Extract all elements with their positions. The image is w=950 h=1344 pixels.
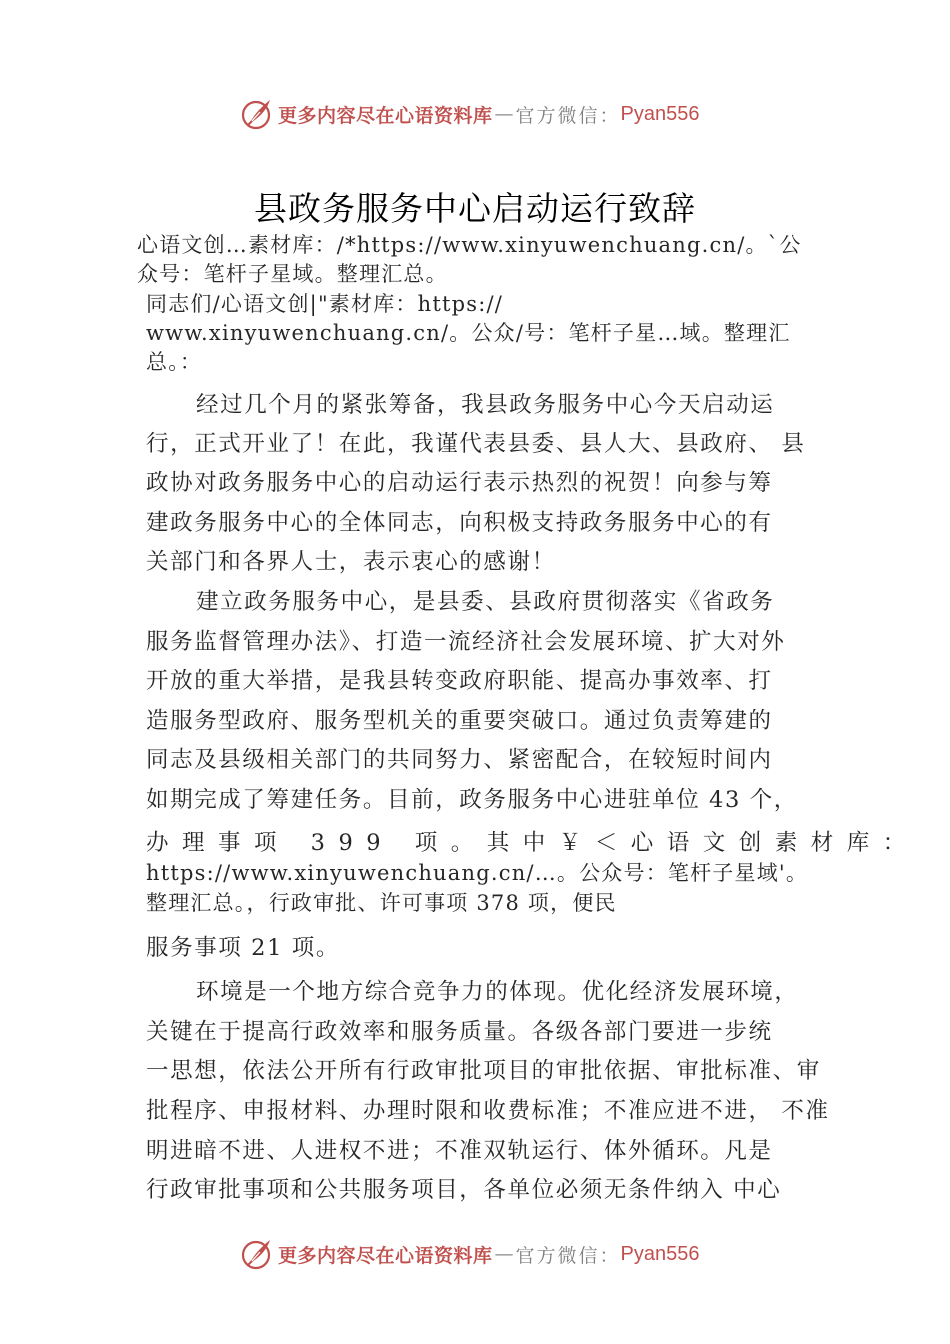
banner-main-text: 更多内容尽在心语资料库 — [278, 104, 493, 127]
banner-separator: — — [494, 1243, 514, 1265]
paragraph-3-line: 明进暗不进、人进权不进；不准双轨运行、体外循环。凡是 — [146, 1138, 773, 1164]
paragraph-2-line: 服务事项 21 项。 — [146, 935, 340, 961]
banner-wechat-id: Pyan556 — [620, 102, 700, 125]
paragraph-2-line: 整理汇总。，行政审批、许可事项 378 项，便民 — [146, 891, 617, 915]
paragraph-3-line: 环境是一个地方综合竞争力的体现。优化经济发展环境， — [196, 979, 799, 1005]
banner-label: 官方微信： — [515, 104, 621, 127]
paragraph-2-line: 造服务型政府、服务型机关的重要突破口。通过负责筹建的 — [146, 708, 773, 734]
watermark-line: 众号：笔杆子星域。整理汇总。 — [137, 262, 448, 286]
paragraph-1-line: 行，正式开业了！在此，我谨代表县委、县人大、县政府、 县 — [146, 431, 806, 457]
paragraph-2-line: 开放的重大举措，是我县转变政府职能、提高办事效率、打 — [146, 668, 773, 694]
quill-logo-icon — [240, 97, 274, 131]
document-title: 县政务服务中心启动运行致辞 — [254, 189, 696, 228]
paragraph-3-line: 批程序、申报材料、办理时限和收费标准；不准应进不进， 不准 — [146, 1098, 830, 1124]
paragraph-1-line: 关部门和各界人士，表示衷心的感谢！ — [146, 549, 556, 575]
paragraph-2-line: 如期完成了筹建任务。目前，政务服务中心进驻单位 43 个， — [146, 787, 798, 813]
paragraph-3-line: 关键在于提高行政效率和服务质量。各级各部门要进一步统 — [146, 1019, 773, 1045]
paragraph-1-line: 政协对政务服务中心的启动运行表示热烈的祝贺！向参与筹 — [146, 470, 773, 496]
paragraph-2-line: https://www.xinyuwenchuang.cn/…。公众号：笔杆子星域'。 — [146, 861, 809, 885]
salutation-line: 同志们/心语文创|"素材库：https:// — [146, 292, 504, 316]
paragraph-2-line: 同志及县级相关部门的共同努力、紧密配合，在较短时间内 — [146, 747, 773, 773]
paragraph-3-line: 行政审批事项和公共服务项目，各单位必须无条件纳入 中心 — [146, 1177, 782, 1203]
quill-logo-icon — [240, 1237, 274, 1271]
paragraph-1-line: 经过几个月的紧张筹备，我县政务服务中心今天启动运 — [196, 392, 775, 418]
paragraph-3-line: 一思想，依法公开所有行政审批项目的审批依据、审批标准、审 — [146, 1058, 821, 1084]
paragraph-2-line: 办理事项 399 项。其中￥＜心语文创素材库： — [146, 830, 919, 856]
watermark-line: 心语文创…素材库：/*https://www.xinyuwenchuang.cn/。`公 — [137, 233, 802, 257]
banner-separator: — — [494, 103, 514, 125]
banner-label: 官方微信： — [515, 1244, 621, 1267]
footer-banner — [240, 1236, 700, 1272]
paragraph-2-line: 服务监督管理办法》、打造一流经济社会发展环境、扩大对外 — [146, 629, 786, 655]
watermark-line: www.xinyuwenchuang.cn/。公众/号：笔杆子星…域。整理汇 — [146, 321, 791, 345]
paragraph-1-line: 建政务服务中心的全体同志，向积极支持政务服务中心的有 — [146, 510, 773, 536]
banner-main-text: 更多内容尽在心语资料库 — [278, 1244, 493, 1267]
paragraph-2-line: 建立政务服务中心，是县委、县政府贯彻落实《省政务 — [196, 589, 775, 615]
banner-wechat-id: Pyan556 — [620, 1242, 700, 1265]
header-banner — [240, 96, 700, 132]
watermark-line: 总。： — [146, 350, 203, 374]
